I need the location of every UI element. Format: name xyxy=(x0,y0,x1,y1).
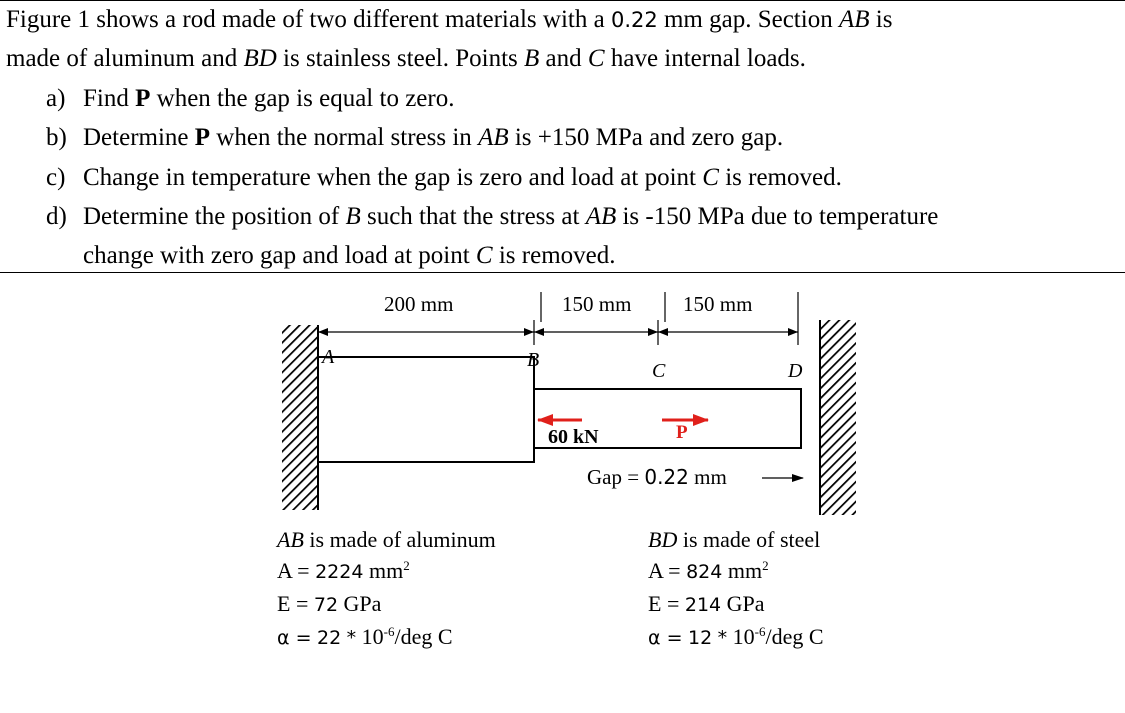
item-text: Determine the position of xyxy=(83,203,340,230)
prop-unit: GPa xyxy=(726,591,765,616)
label-d: D xyxy=(788,360,803,382)
prop-value: 2224 xyxy=(315,561,364,583)
dim-arrow xyxy=(788,328,798,336)
aluminum-properties xyxy=(277,524,496,654)
dim-arrow xyxy=(658,328,668,336)
dim-arrow xyxy=(318,328,328,336)
prop-value: 72 xyxy=(313,594,339,616)
item-text: Determine xyxy=(83,124,189,151)
item-text: such that the stress at xyxy=(366,203,580,230)
item-text: is +150 MPa and zero gap. xyxy=(514,124,784,151)
item-text: is removed. xyxy=(725,164,842,191)
intro-text: is xyxy=(875,6,893,33)
intro-text: and xyxy=(545,45,582,72)
dim-arrow xyxy=(524,328,534,336)
label-b: B xyxy=(527,349,540,371)
section-ab: AB xyxy=(838,6,870,33)
prop-unit: /deg C xyxy=(394,624,453,649)
prop-label: α = xyxy=(277,627,312,649)
aluminum-alpha xyxy=(277,621,496,654)
load-p: P xyxy=(194,124,211,151)
aluminum-title xyxy=(277,524,496,555)
item-text: is removed. xyxy=(498,242,616,269)
material-name: is made of aluminum xyxy=(309,527,496,552)
dim-arrow xyxy=(648,328,658,336)
intro-text: have internal loads. xyxy=(610,45,806,72)
item-b-marker: b) xyxy=(46,124,67,151)
load-label-c: P xyxy=(676,422,688,443)
prop-label: E = xyxy=(648,591,680,616)
dim-label-bc: 150 mm xyxy=(562,292,632,316)
times-sign: * xyxy=(346,627,357,649)
gap-label xyxy=(587,465,727,489)
exponent: -6 xyxy=(754,624,766,639)
aluminum-segment xyxy=(318,357,534,462)
item-text: change with zero gap and load at point xyxy=(83,242,470,269)
point-b: B xyxy=(524,45,540,72)
prop-unit: /deg C xyxy=(765,624,824,649)
steel-modulus xyxy=(648,588,824,621)
point-c: C xyxy=(475,242,493,269)
label-c: C xyxy=(652,360,666,382)
point-c: C xyxy=(702,164,719,191)
gap-unit: mm xyxy=(694,465,727,489)
item-c-marker: c) xyxy=(46,164,66,191)
point-b: B xyxy=(345,203,361,230)
prop-label: α = xyxy=(648,627,683,649)
intro-text: Figure 1 shows a rod made of two different materials with a xyxy=(6,6,605,33)
right-wall xyxy=(820,320,856,515)
load-label-b: 60 kN xyxy=(548,426,599,448)
section-ab: AB xyxy=(585,203,617,230)
steel-alpha xyxy=(648,621,824,654)
aluminum-modulus xyxy=(277,588,496,621)
prop-value: 824 xyxy=(686,561,723,583)
prop-value: 214 xyxy=(684,594,722,616)
prop-unit: GPa xyxy=(343,591,382,616)
dim-label-cd: 150 mm xyxy=(683,292,753,316)
item-text: Change in temperature when the gap is zero and load at point xyxy=(83,164,696,191)
prop-unit: 10 xyxy=(361,624,384,649)
intro-text: mm gap. Section xyxy=(663,6,833,33)
dim-arrow xyxy=(534,328,544,336)
item-text: Find xyxy=(83,85,129,112)
prop-unit: 10 xyxy=(732,624,755,649)
section-bd: BD xyxy=(243,45,277,72)
prop-label: E = xyxy=(277,591,309,616)
item-text: is -150 MPa due to temperature xyxy=(622,203,939,230)
steel-title xyxy=(648,524,824,555)
section-ab: AB xyxy=(478,124,509,151)
times-sign: * xyxy=(717,627,728,649)
prop-unit: mm xyxy=(727,558,763,583)
steel-properties xyxy=(648,524,824,654)
label-a: A xyxy=(322,346,335,368)
point-c: C xyxy=(587,45,605,72)
prop-label: A = xyxy=(277,558,310,583)
load-p: P xyxy=(135,85,151,112)
prop-label: A = xyxy=(648,558,681,583)
section-ab: AB xyxy=(277,527,304,552)
prop-unit: mm xyxy=(368,558,404,583)
gap-value: 0.22 xyxy=(644,465,689,489)
item-d-marker: d) xyxy=(46,203,67,230)
aluminum-area: A = 2224 $mm^2$ xyxy=(277,558,410,583)
material-name: is made of steel xyxy=(682,527,821,552)
exponent: -6 xyxy=(383,624,395,639)
item-a-marker: a) xyxy=(46,85,66,112)
gap-prefix: Gap = xyxy=(587,465,640,489)
left-wall xyxy=(282,325,318,510)
dim-label-ab: 200 mm xyxy=(384,292,454,316)
item-text: when the gap is equal to zero. xyxy=(156,85,455,112)
intro-text: made of aluminum and xyxy=(6,45,238,72)
steel-area: A = 824 $mm^2$ xyxy=(648,558,769,583)
gap-value: 0.22 xyxy=(610,8,658,32)
prop-value: 12 xyxy=(687,627,713,649)
intro-text: is stainless steel. Points xyxy=(283,45,518,72)
prop-value: 22 xyxy=(316,627,342,649)
section-bd: BD xyxy=(648,527,678,552)
item-text: when the normal stress in xyxy=(216,124,472,151)
